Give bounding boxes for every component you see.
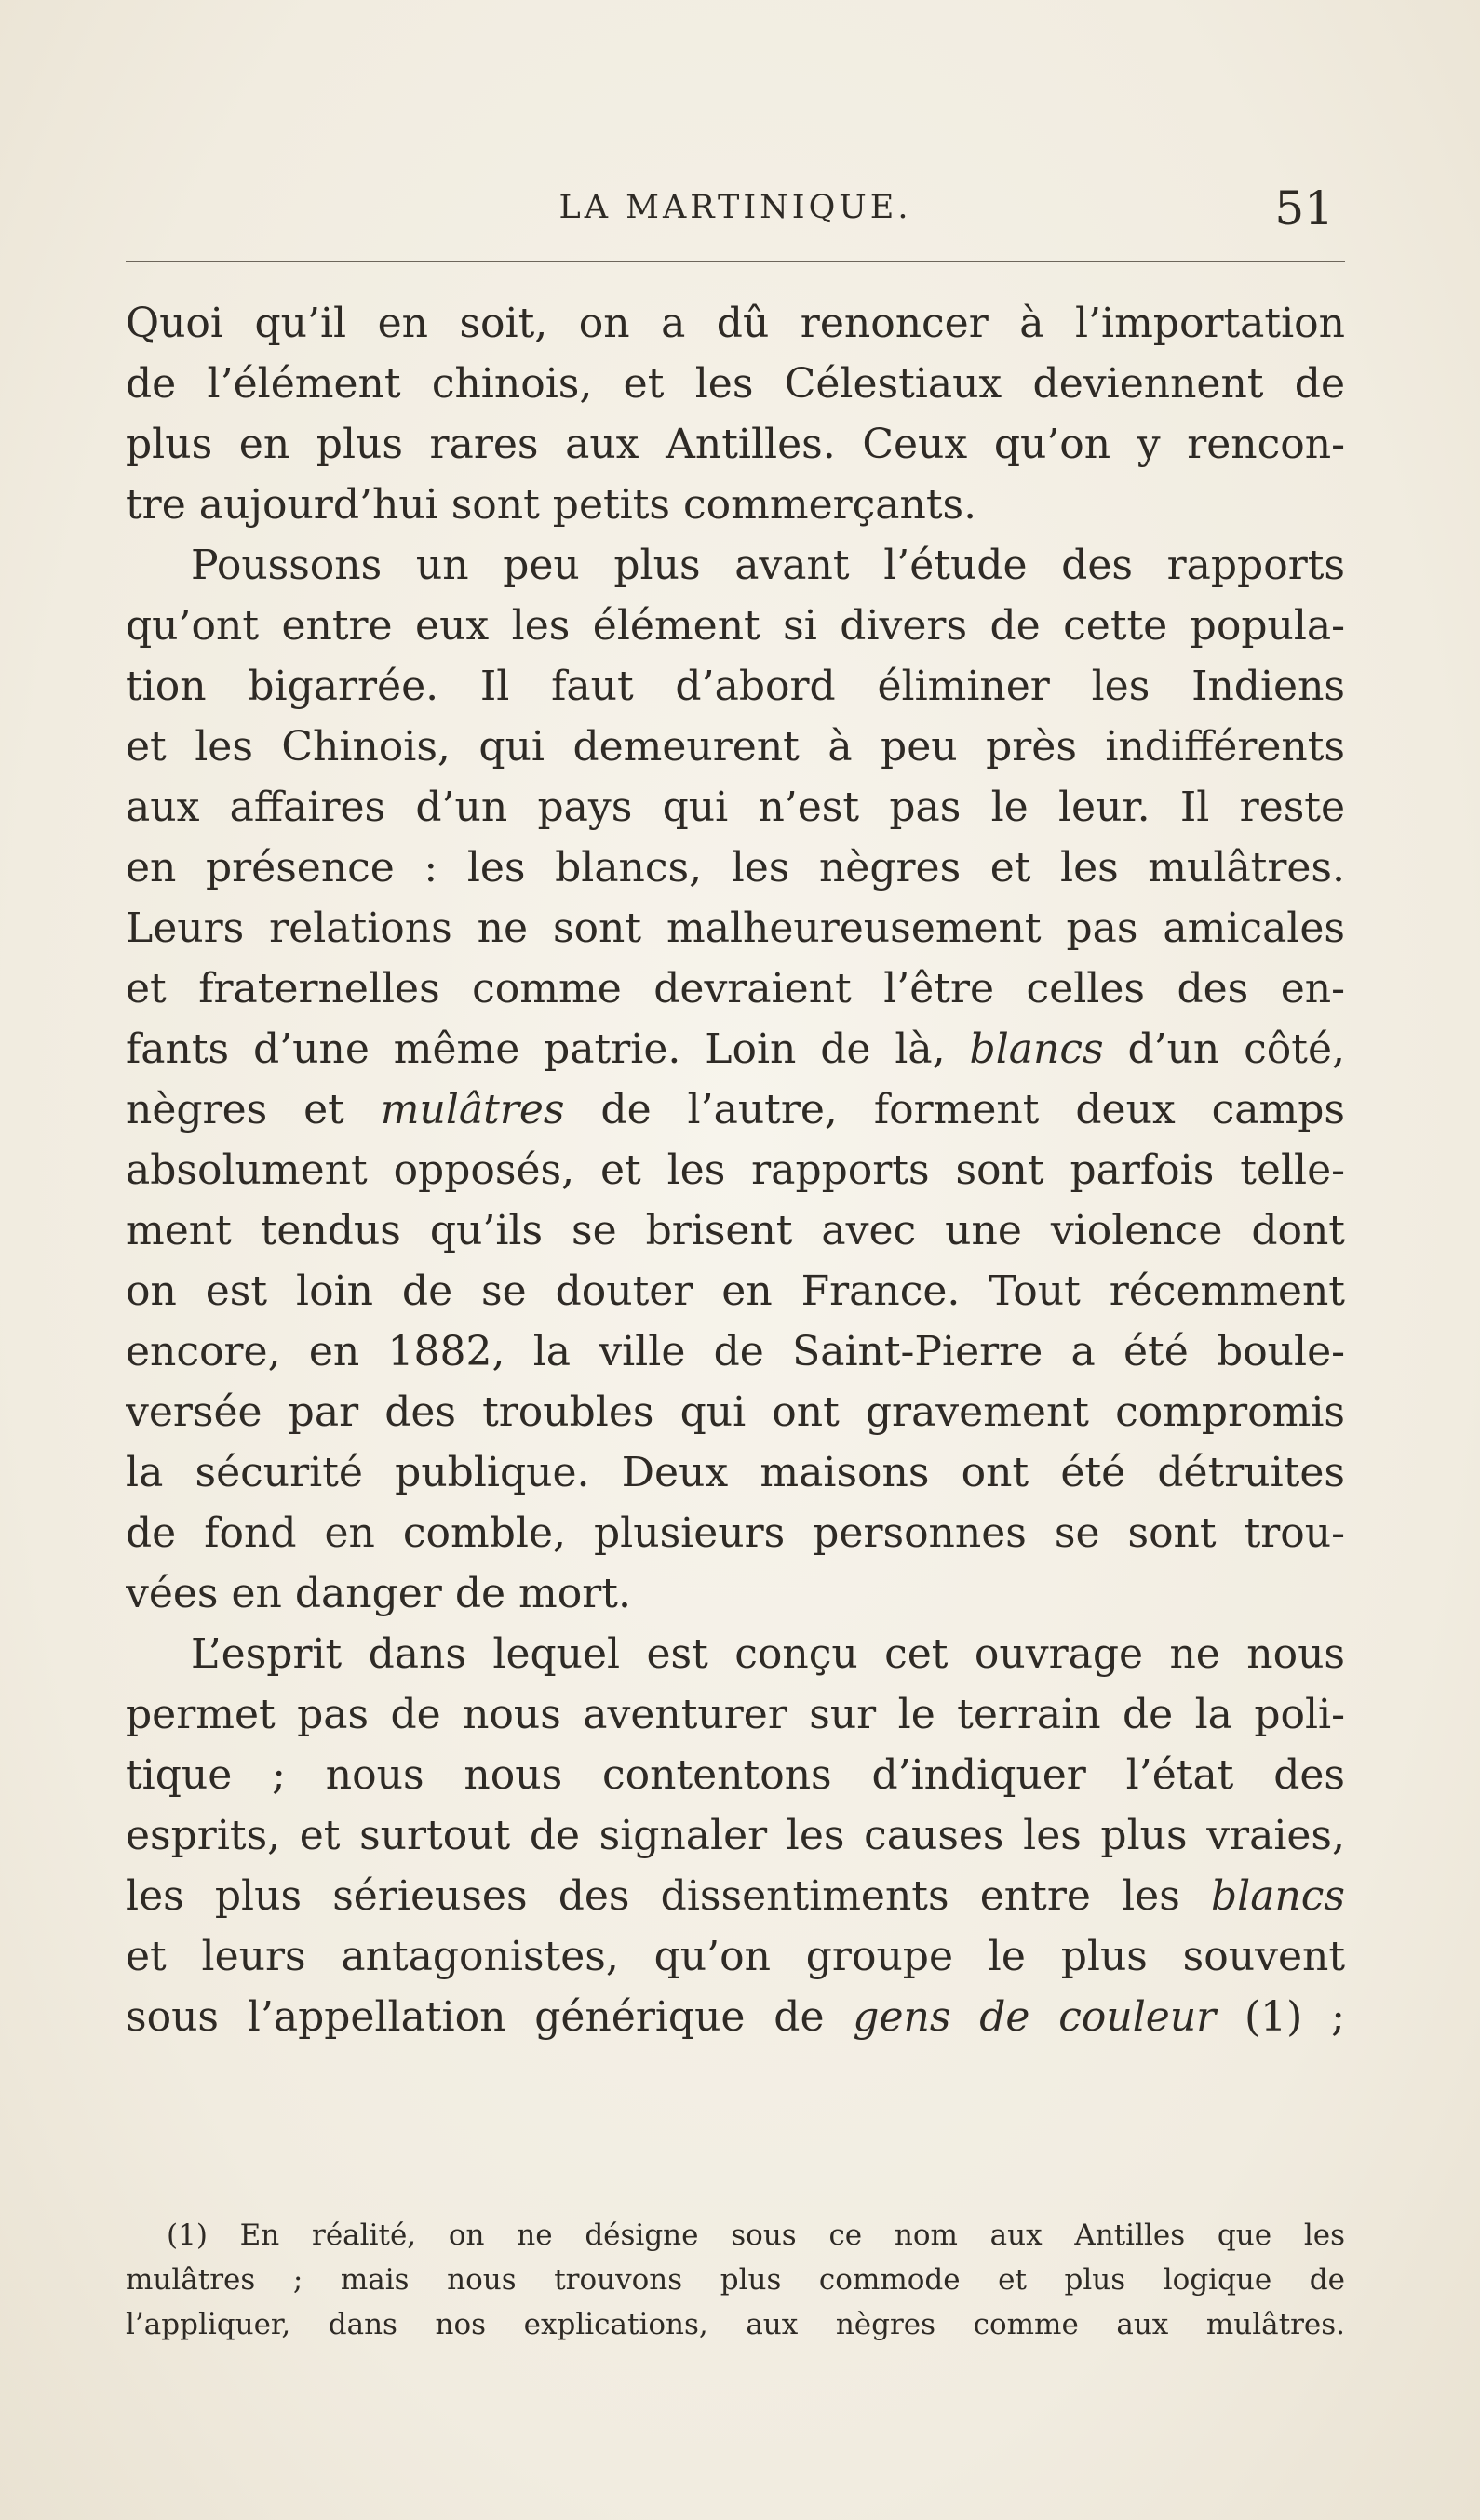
text-line: ment tendus qu’ils se brisent avec une violence dont [126, 1207, 1345, 1254]
text-line: tique ; nous nous contentons d’indiquer l’état des [126, 1751, 1345, 1799]
text-line: encore, en 1882, la ville de Saint-Pierre a été boule- [126, 1328, 1345, 1375]
text-line: fants d’une même patrie. Loin de là, blancs d’un côté, [126, 1025, 1345, 1073]
text-line: L’esprit dans lequel est conçu cet ouvrage ne nous [191, 1630, 1345, 1678]
text-line: Quoi qu’il en soit, on a dû renoncer à l’importation [126, 300, 1345, 347]
text-line: plus en plus rares aux Antilles. Ceux qu’on y rencon- [126, 421, 1345, 468]
text-line: versée par des troubles qui ont gravement compromis [126, 1388, 1345, 1436]
body-text [126, 293, 1345, 2047]
footnote-line: (1) En réalité, on ne désigne sous ce nom aux Antilles que les [167, 2218, 1345, 2252]
page-header [126, 181, 1345, 241]
text-line: sous l’appellation générique de gens de couleur (1) ; [126, 1993, 1345, 2041]
text-line: tre aujourd’hui sont petits commerçants. [126, 481, 977, 529]
text-line: qu’ont entre eux les élément si divers de cette popula- [126, 602, 1345, 650]
text-line: et les Chinois, qui demeurent à peu près indifférents [126, 723, 1345, 771]
footnote-line: mulâtres ; mais nous trouvons plus commode et plus logique de [126, 2263, 1345, 2297]
text-line: de fond en comble, plusieurs personnes se sont trou- [126, 1509, 1345, 1557]
text-line: la sécurité publique. Deux maisons ont été détruites [126, 1449, 1345, 1496]
text-line: permet pas de nous aventurer sur le terrain de la poli- [126, 1691, 1345, 1738]
text-line: et fraternelles comme devraient l’être celles des en- [126, 965, 1345, 1012]
text-line: les plus sérieuses des dissentiments entre les blancs [126, 1872, 1345, 1920]
header-rule [126, 261, 1345, 262]
text-line: Leurs relations ne sont malheureusement pas amicales [126, 905, 1345, 952]
text-line: aux affaires d’un pays qui n’est pas le leur. Il reste [126, 784, 1345, 831]
text-line: esprits, et surtout de signaler les causes les plus vraies, [126, 1812, 1345, 1859]
footnote-line: l’appliquer, dans nos explications, aux nègres comme aux mulâtres. [126, 2308, 1345, 2341]
text-line: en présence : les blancs, les nègres et les mulâtres. [126, 844, 1345, 891]
footnote [126, 2213, 1345, 2347]
page-number: 51 [1274, 181, 1334, 235]
text-line: absolument opposés, et les rapports sont parfois telle- [126, 1146, 1345, 1194]
text-line: on est loin de se douter en France. Tout récemment [126, 1267, 1345, 1315]
text-line: de l’élément chinois, et les Célestiaux deviennent de [126, 360, 1345, 408]
text-line: vées en danger de mort. [126, 1570, 631, 1617]
text-line: et leurs antagonistes, qu’on groupe le plus souvent [126, 1933, 1345, 1980]
running-title: LA MARTINIQUE. [558, 189, 912, 226]
text-line: tion bigarrée. Il faut d’abord éliminer les Indiens [126, 663, 1345, 710]
text-line: Poussons un peu plus avant l’étude des rapports [191, 542, 1345, 589]
text-line: nègres et mulâtres de l’autre, forment deux camps [126, 1086, 1345, 1133]
